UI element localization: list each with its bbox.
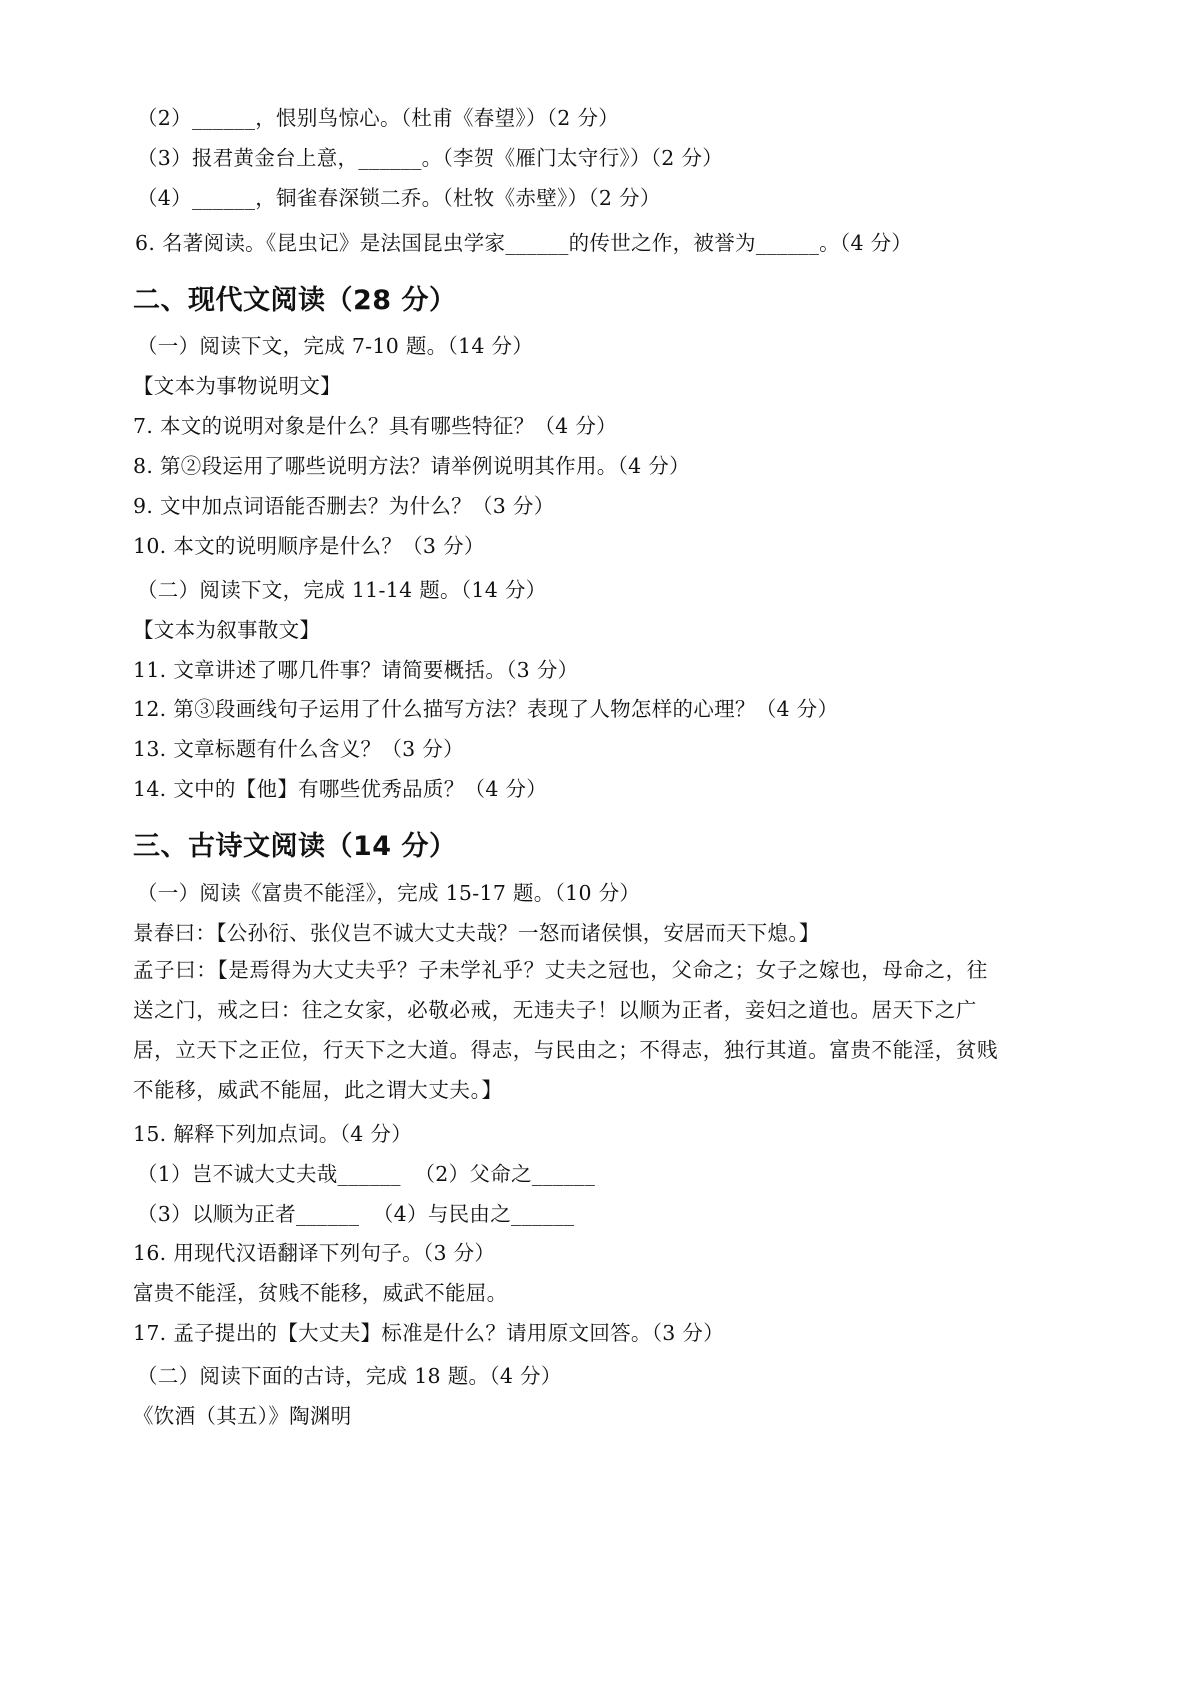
question-8: 8. 第②段运用了哪些说明方法？请举例说明其作用。（4 分） bbox=[133, 454, 690, 478]
passage-line-jingchun: 景春曰：【公孙衍、张仪岂不诚大丈夫哉？一怒而诸侯惧，安居而天下熄。】 bbox=[133, 921, 820, 945]
question-15-items-row-2: （3）以顺为正者______ （4）与民由之______ bbox=[137, 1202, 575, 1226]
section-2-part-1-intro: （一）阅读下文，完成 7-10 题。（14 分） bbox=[137, 334, 534, 358]
question-12: 12. 第③段画线句子运用了什么描写方法？表现了人物怎样的心理？（4 分） bbox=[133, 697, 839, 721]
q5-item-3: （3）报君黄金台上意，______。（李贺《雁门太守行》）（2 分） bbox=[137, 146, 724, 170]
question-11: 11. 文章讲述了哪几件事？请简要概括。（3 分） bbox=[133, 658, 579, 682]
question-16: 16. 用现代汉语翻译下列句子。（3 分） bbox=[133, 1241, 496, 1265]
question-9: 9. 文中加点词语能否删去？为什么？（3 分） bbox=[133, 494, 555, 518]
section-3-part-1-intro: （一）阅读《富贵不能淫》，完成 15-17 题。（10 分） bbox=[137, 881, 641, 905]
question-16-sentence: 富贵不能淫，贫贱不能移，威武不能屈。 bbox=[133, 1281, 508, 1305]
question-6: 6. 名著阅读。《昆虫记》是法国昆虫学家______的传世之作，被誉为______。（4 分） bbox=[135, 231, 913, 255]
passage-mengzi-line-3: 居，立天下之正位，行天下之大道。得志，与民由之；不得志，独行其道。富贵不能淫，贫贱 bbox=[133, 1038, 999, 1062]
question-17: 17. 孟子提出的【大丈夫】标准是什么？请用原文回答。（3 分） bbox=[133, 1321, 725, 1345]
passage-mengzi-line-1: 孟子曰：【是焉得为大丈夫乎？子未学礼乎？丈夫之冠也，父命之；女子之嫁也，母命之，往 bbox=[133, 958, 988, 982]
section-2-part-2-intro: （二）阅读下文，完成 11-14 题。（14 分） bbox=[137, 578, 547, 602]
question-7: 7. 本文的说明对象是什么？具有哪些特征？（4 分） bbox=[133, 414, 617, 438]
question-13: 13. 文章标题有什么含义？（3 分） bbox=[133, 737, 464, 761]
section-2-part-1-text-tag: 【文本为事物说明文】 bbox=[133, 374, 341, 398]
q5-item-2: （2）______，恨别鸟惊心。（杜甫《春望》）（2 分） bbox=[137, 106, 620, 130]
q5-item-4: （4）______，铜雀春深锁二乔。（杜牧《赤壁》）（2 分） bbox=[137, 186, 661, 210]
section-3-heading: 三、古诗文阅读（14 分） bbox=[133, 831, 457, 862]
section-2-part-2-text-tag: 【文本为叙事散文】 bbox=[133, 618, 321, 642]
section-2-heading: 二、现代文阅读（28 分） bbox=[133, 285, 457, 316]
question-15-items-row-1: （1）岂不诚大丈夫哉______ （2）父命之______ bbox=[137, 1162, 596, 1186]
question-15: 15. 解释下列加点词。（4 分） bbox=[133, 1122, 413, 1146]
passage-mengzi-line-4: 不能移，威武不能屈，此之谓大丈夫。】 bbox=[133, 1078, 503, 1102]
passage-mengzi-line-2: 送之门，戒之曰：往之女家，必敬必戒，无违夫子！以顺为正者，妾妇之道也。居天下之广 bbox=[133, 998, 977, 1022]
question-10: 10. 本文的说明顺序是什么？（3 分） bbox=[133, 534, 485, 558]
section-3-part-2-intro: （二）阅读下面的古诗，完成 18 题。（4 分） bbox=[137, 1364, 562, 1388]
question-14: 14. 文中的【他】有哪些优秀品质？（4 分） bbox=[133, 777, 548, 801]
poem-title: 《饮酒（其五）》陶渊明 bbox=[133, 1404, 352, 1428]
